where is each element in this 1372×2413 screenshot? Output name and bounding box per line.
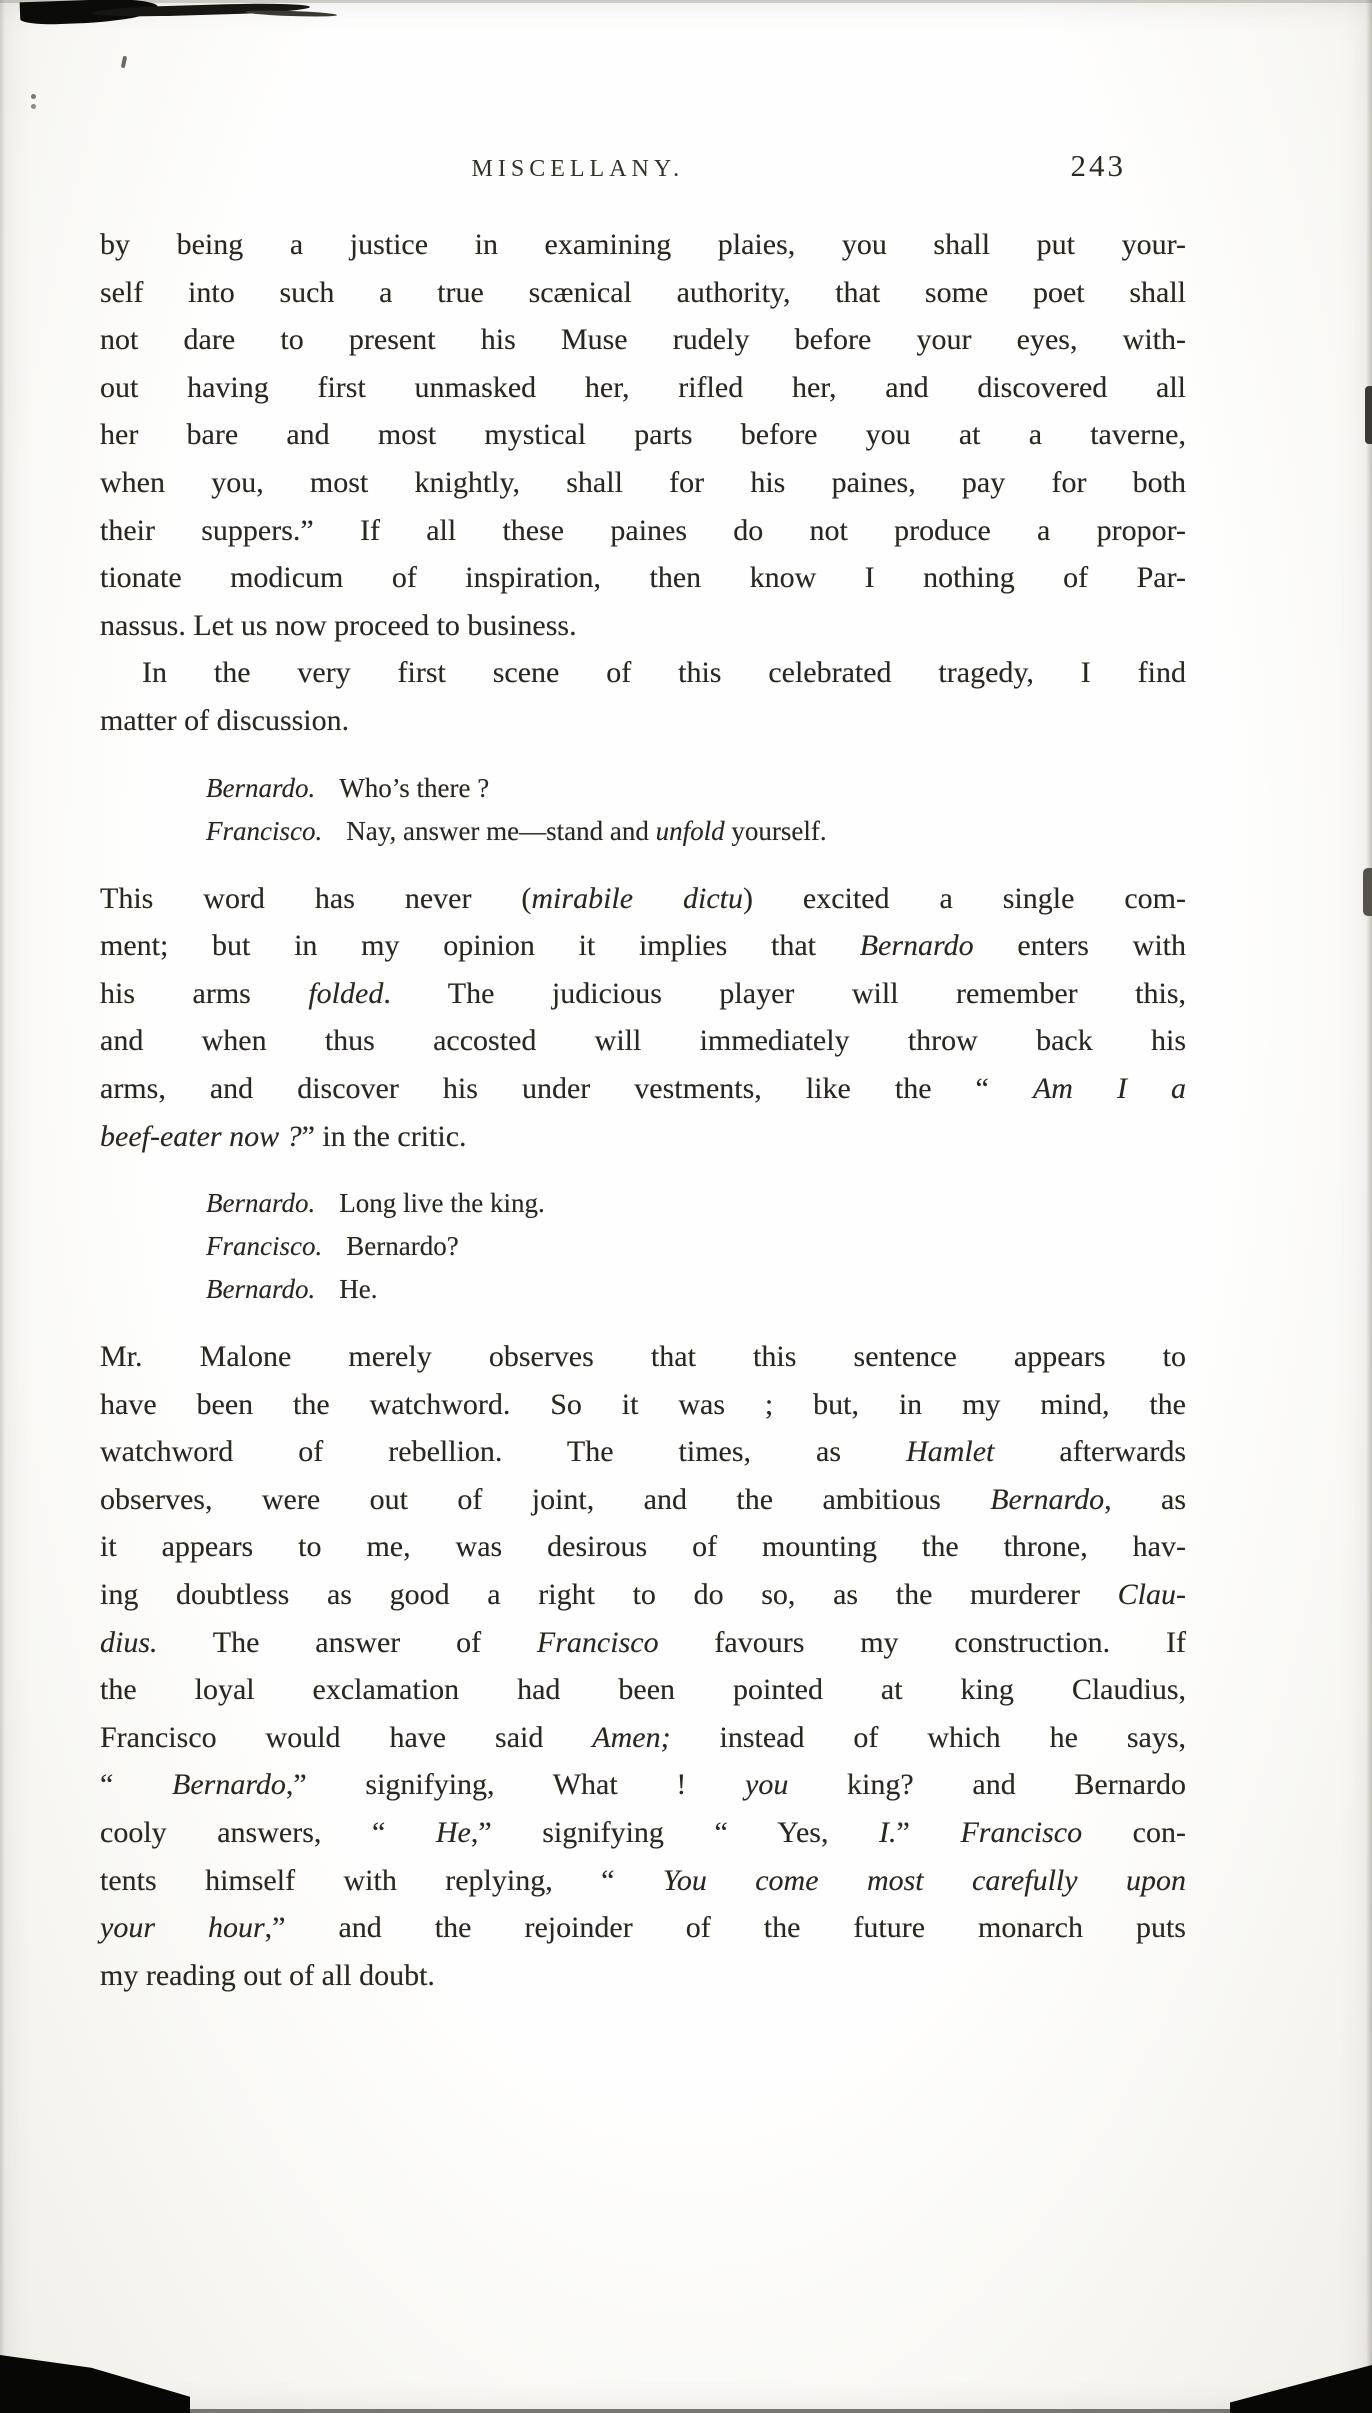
- text-line: dius. The answer of Francisco favours my construction. If: [100, 1625, 1186, 1659]
- scan-edge-top: [0, 0, 1372, 3]
- text-line: “ Bernardo,” signifying, What ! you king? and Bernardo: [100, 1768, 1186, 1802]
- text-line: ment; but in my opinion it implies that Bernardo enters with: [100, 929, 1187, 963]
- text-line: Francisco would have said Amen; instead of which he says,: [100, 1720, 1186, 1754]
- scan-shadow-bottom: [0, 2409, 1372, 2413]
- paragraph: [100, 221, 1186, 649]
- text-line: beef-eater now ?” in the critic.: [100, 1119, 467, 1153]
- scan-black-corner-bottom-left: [0, 2355, 190, 2413]
- right-edge-ink-mark-1: [1365, 386, 1372, 444]
- text-line: it appears to me, was desirous of mounting the throne, hav-: [100, 1530, 1186, 1564]
- text-line: Francisco. Bernardo?: [206, 1231, 459, 1262]
- scan-edge-right: [1366, 0, 1372, 2413]
- text-line: arms, and discover his under vestments, like the “ Am I a: [100, 1071, 1187, 1105]
- text-line: out having first unmasked her, rifled her, and discovered all: [100, 370, 1186, 404]
- page-number: 243: [1070, 148, 1126, 183]
- text-line: have been the watchword. So it was ; but, in my mind, the: [100, 1387, 1186, 1421]
- scan-edge-left: [0, 0, 5, 2413]
- text-line: Mr. Malone merely observes that this sentence appears to: [100, 1340, 1186, 1374]
- text-line: the loyal exclamation had been pointed at king Claudius,: [100, 1673, 1186, 1707]
- text-line: my reading out of all doubt.: [100, 1958, 435, 1992]
- running-title: MISCELLANY.: [471, 156, 685, 182]
- ink-smudge-top-left: [20, 0, 159, 25]
- text-line: cooly answers, “ He,” signifying “ Yes, I.” Francisco con-: [100, 1816, 1186, 1850]
- text-line: This word has never (mirabile dictu) excited a single com-: [100, 881, 1186, 915]
- text-line: by being a justice in examining plaies, you shall put your-: [100, 228, 1186, 261]
- text-line: tionate modicum of inspiration, then know I nothing of Par-: [100, 561, 1186, 595]
- text-line: Francisco. Nay, answer me—stand and unfold yourself.: [206, 815, 827, 846]
- paragraph: [100, 1333, 1186, 1999]
- paragraph: [100, 649, 1186, 744]
- text-line: when you, most knightly, shall for his paines, pay for both: [100, 465, 1186, 499]
- text-line: In the very first scene of this celebrated tragedy, I find: [142, 656, 1186, 690]
- text-line: her bare and most mystical parts before you at a taverne,: [100, 418, 1186, 452]
- paragraph: [100, 875, 1186, 1161]
- text-line: his arms folded. The judicious player will remember this,: [100, 976, 1186, 1010]
- dialogue-quote-block: [206, 1182, 1186, 1311]
- page-body: [100, 221, 1186, 1999]
- text-line: tents himself with replying, “ You come most carefully upon: [100, 1863, 1186, 1897]
- text-line: observes, were out of joint, and the ambitious Bernardo, as: [100, 1482, 1186, 1516]
- text-line: ing doubtless as good a right to do so, as the murderer Clau-: [100, 1578, 1186, 1612]
- ink-streak-top: [92, 2, 310, 18]
- ink-speck-2: [31, 94, 36, 99]
- text-line: watchword of rebellion. The times, as Hamlet afterwards: [100, 1435, 1186, 1469]
- text-line: Bernardo. Who’s there ?: [206, 772, 490, 803]
- text-line: and when thus accosted will immediately throw back his: [100, 1024, 1186, 1058]
- right-edge-ink-mark-2: [1363, 868, 1372, 916]
- ink-streak-top-2: [245, 9, 337, 17]
- scan-black-corner-bottom-right: [1230, 2365, 1372, 2413]
- text-line: your hour,” and the rejoinder of the future monarch puts: [100, 1911, 1186, 1945]
- text-line: their suppers.” If all these paines do not produce a propor-: [100, 513, 1186, 547]
- text-line: self into such a true scænical authority, that some poet shall: [100, 275, 1186, 309]
- text-line: not dare to present his Muse rudely before your eyes, with-: [100, 323, 1186, 357]
- ink-speck-1: [121, 56, 127, 69]
- text-line: nassus. Let us now proceed to business.: [100, 608, 577, 642]
- text-line: matter of discussion.: [100, 703, 350, 737]
- text-line: Bernardo. He.: [206, 1274, 378, 1305]
- page-header: [100, 148, 1186, 192]
- text-line: Bernardo. Long live the king.: [206, 1188, 545, 1219]
- dialogue-quote-block: [206, 767, 1186, 853]
